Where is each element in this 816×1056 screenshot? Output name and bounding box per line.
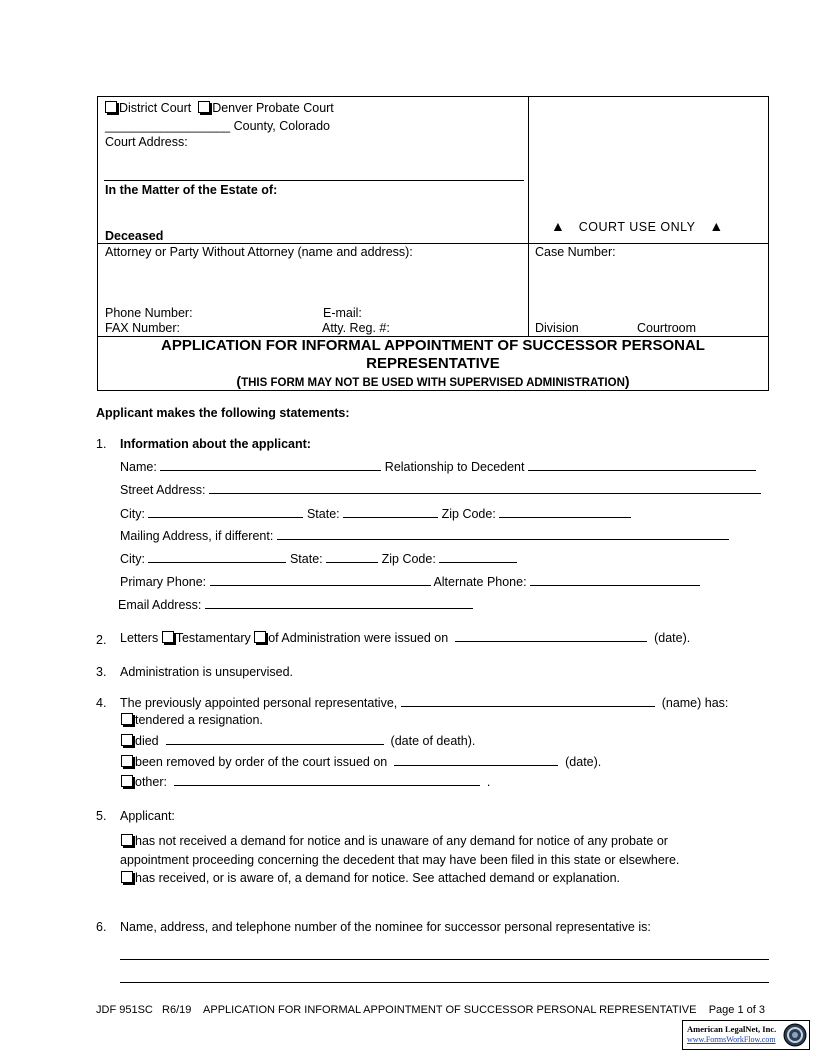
- atty-reg-label: Atty. Reg. #:: [322, 321, 390, 335]
- footer-page: Page 1 of 3: [708, 1004, 765, 1016]
- zip2-field[interactable]: [439, 552, 517, 563]
- zip-field[interactable]: [499, 507, 631, 518]
- footer-revision: R6/19: [162, 1004, 192, 1016]
- section-6-text: Name, address, and telephone number of the nominee for successor personal representative is:: [120, 920, 651, 934]
- testamentary-label: Testamentary: [175, 631, 251, 645]
- removal-date-label: (date).: [565, 755, 602, 769]
- caption-vertical-divider: [528, 96, 529, 336]
- city-label: City:: [120, 507, 145, 521]
- form-title-line2: REPRESENTATIVE: [366, 355, 500, 372]
- has-demand-text: has received, or is aware of, a demand for notice. See attached demand or explanation.: [135, 871, 621, 885]
- denver-probate-label: Denver Probate Court: [212, 101, 334, 115]
- no-demand-text-2: appointment proceeding concerning the decedent that may have been filed in this state or elsewhere.: [120, 853, 680, 867]
- court-address-label: Court Address:: [105, 135, 188, 149]
- has-demand-checkbox[interactable]: [121, 871, 133, 883]
- died-label: died: [135, 734, 159, 748]
- city2-label: City:: [120, 552, 145, 566]
- district-court-label: District Court: [119, 101, 192, 115]
- letters-date-label: (date).: [654, 631, 691, 645]
- up-triangle-icon: ▲: [709, 218, 724, 234]
- zip-label: Zip Code:: [441, 507, 496, 521]
- zip2-label: Zip Code:: [381, 552, 436, 566]
- other-period: .: [486, 775, 491, 789]
- footer-title: APPLICATION FOR INFORMAL APPOINTMENT OF SUCCESSOR PERSONAL REPRESENTATIVE: [203, 1004, 697, 1016]
- prior-pr-has-label: (name) has:: [661, 696, 729, 710]
- subtitle-close: ): [624, 373, 630, 389]
- letters-date-field[interactable]: [455, 631, 647, 642]
- district-court-checkbox[interactable]: [105, 101, 117, 113]
- court-use-label: COURT USE ONLY: [578, 220, 696, 234]
- section-4-number: 4.: [96, 696, 107, 710]
- letters-label: Letters: [120, 631, 159, 645]
- prior-pr-name-field[interactable]: [401, 696, 655, 707]
- name-label: Name:: [120, 460, 157, 474]
- removed-checkbox[interactable]: [121, 755, 133, 767]
- nominee-line-2[interactable]: [120, 982, 769, 983]
- primary-phone-label: Primary Phone:: [120, 575, 207, 589]
- logo-company: American LegalNet, Inc.: [687, 1024, 777, 1034]
- mailing-label: Mailing Address, if different:: [120, 529, 274, 543]
- intro-statement: Applicant makes the following statements:: [96, 406, 350, 420]
- attorney-label: Attorney or Party Without Attorney (name and address):: [105, 245, 413, 259]
- date-of-death-label: (date of death).: [390, 734, 476, 748]
- alt-phone-label: Alternate Phone:: [433, 575, 527, 589]
- email-address-field[interactable]: [205, 598, 473, 609]
- administration-label: of Administration were issued on: [268, 631, 449, 645]
- deceased-label: Deceased: [105, 229, 164, 243]
- applicant-label: Applicant:: [120, 809, 175, 823]
- county-blank[interactable]: __________________: [105, 119, 231, 133]
- fax-label: FAX Number:: [105, 321, 181, 335]
- alt-phone-field[interactable]: [530, 575, 700, 586]
- died-checkbox[interactable]: [121, 734, 133, 746]
- section-3-text: Administration is unsupervised.: [120, 665, 293, 679]
- city2-field[interactable]: [148, 552, 286, 563]
- prior-pr-label: The previously appointed personal representative,: [120, 696, 398, 710]
- section-1-heading: Information about the applicant:: [120, 437, 311, 451]
- name-field[interactable]: [160, 460, 381, 471]
- subtitle-open: (: [236, 373, 242, 389]
- email-label: E-mail:: [323, 306, 362, 320]
- other-label: other:: [135, 775, 167, 789]
- state-field[interactable]: [343, 507, 438, 518]
- form-subtitle: THIS FORM MAY NOT BE USED WITH SUPERVISED ADMINISTRATION: [241, 377, 625, 389]
- state2-field[interactable]: [326, 552, 378, 563]
- city-field[interactable]: [148, 507, 303, 518]
- case-number-label: Case Number:: [535, 245, 616, 259]
- resignation-checkbox[interactable]: [121, 713, 133, 725]
- american-legalnet-logo: [682, 1020, 810, 1050]
- courtroom-label: Courtroom: [637, 321, 697, 335]
- section-2-number: 2.: [96, 633, 107, 647]
- form-title-line1: APPLICATION FOR INFORMAL APPOINTMENT OF SUCCESSOR PERSONAL: [161, 337, 705, 354]
- phone-label: Phone Number:: [105, 306, 193, 320]
- state2-label: State:: [289, 552, 323, 566]
- section-3-number: 3.: [96, 665, 107, 679]
- other-checkbox[interactable]: [121, 775, 133, 787]
- state-label: State:: [306, 507, 340, 521]
- primary-phone-field[interactable]: [210, 575, 431, 586]
- no-demand-checkbox[interactable]: [121, 834, 133, 846]
- division-label: Division: [535, 321, 579, 335]
- relationship-label: Relationship to Decedent: [384, 460, 525, 474]
- nominee-line-1[interactable]: [120, 959, 769, 960]
- up-triangle-icon: ▲: [551, 218, 565, 234]
- county-label: County, Colorado: [233, 119, 330, 133]
- estate-line: [104, 180, 524, 181]
- logo-url[interactable]: www.FormsWorkFlow.com: [687, 1035, 776, 1044]
- globe-icon: [783, 1023, 807, 1047]
- mailing-field[interactable]: [277, 529, 729, 540]
- other-field[interactable]: [174, 775, 480, 786]
- resignation-label: tendered a resignation.: [135, 713, 263, 727]
- administration-checkbox[interactable]: [254, 631, 266, 643]
- no-demand-text-1: has not received a demand for notice and is unaware of any demand for notice of any probate or: [135, 834, 668, 848]
- removal-date-field[interactable]: [394, 755, 558, 766]
- section-1-number: 1.: [96, 437, 107, 451]
- caption-divider-1: [97, 243, 769, 244]
- removed-label: been removed by order of the court issued on: [135, 755, 388, 769]
- testamentary-checkbox[interactable]: [162, 631, 174, 643]
- section-5-number: 5.: [96, 809, 107, 823]
- section-6-number: 6.: [96, 920, 107, 934]
- date-of-death-field[interactable]: [166, 734, 384, 745]
- email-address-label: Email Address:: [118, 598, 202, 612]
- street-label: Street Address:: [120, 483, 206, 497]
- street-field[interactable]: [209, 483, 761, 494]
- estate-matter-label: In the Matter of the Estate of:: [105, 183, 278, 197]
- denver-probate-checkbox[interactable]: [198, 101, 210, 113]
- relationship-field[interactable]: [528, 460, 756, 471]
- footer-form-number: JDF 951SC: [96, 1004, 153, 1016]
